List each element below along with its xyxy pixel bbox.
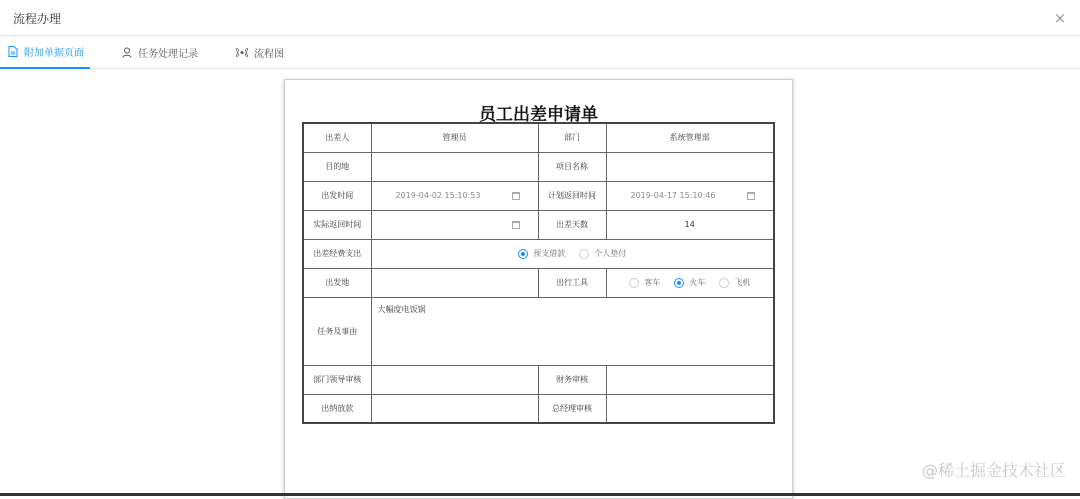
form-paper <box>284 79 793 499</box>
calendar-icon[interactable] <box>747 192 755 200</box>
finance-review-field[interactable] <box>606 365 774 394</box>
radio-label: 飞机 <box>734 278 751 287</box>
table-row <box>303 239 774 268</box>
cell-label: 总经理审核 <box>538 394 606 423</box>
cell-label: 实际返回时间 <box>303 210 371 239</box>
calendar-icon[interactable] <box>512 192 520 200</box>
calendar-icon[interactable] <box>512 221 520 229</box>
expense-radio-group <box>371 239 774 268</box>
form-title: 员工出差申请单 <box>479 105 598 125</box>
tab-label: 任务处理记录 <box>138 49 198 60</box>
radio-label: 预支借款 <box>533 249 566 258</box>
close-icon[interactable]: × <box>1053 9 1067 27</box>
table-row <box>303 365 774 394</box>
dialog-title: 流程办理 <box>13 12 62 26</box>
radio-train[interactable] <box>674 277 705 288</box>
tab-task-records[interactable] <box>122 36 198 69</box>
radio-advance-loan[interactable] <box>518 248 565 259</box>
radio-dot[interactable] <box>579 249 589 259</box>
radio-dot[interactable] <box>674 278 684 288</box>
tab-label: 流程图 <box>254 49 284 60</box>
table-row <box>303 123 774 152</box>
cell-label: 出纳放款 <box>303 394 371 423</box>
cell-label: 出行工具 <box>538 268 606 297</box>
date-value: 2019-04-17 15:10:46 <box>630 191 716 200</box>
radio-dot[interactable] <box>518 249 528 259</box>
cell-label: 出差天数 <box>538 210 606 239</box>
date-value: 2019-04-02 15:10:53 <box>395 191 481 200</box>
table-row <box>303 181 774 210</box>
task-reason-textarea[interactable]: 大幅度电饭锅 <box>371 297 774 365</box>
radio-self-paid[interactable] <box>579 248 626 259</box>
cell-label: 目的地 <box>303 152 371 181</box>
radio-label: 客车 <box>644 278 661 287</box>
cell-label: 财务审核 <box>538 365 606 394</box>
cell-label: 部门 <box>538 123 606 152</box>
travel-request-table <box>302 122 775 424</box>
table-row <box>303 210 774 239</box>
trip-days-value: 14 <box>606 210 774 239</box>
cell-label: 出差经费支出 <box>303 239 371 268</box>
destination-field[interactable] <box>371 152 538 181</box>
cell-label: 项目名称 <box>538 152 606 181</box>
cell-label: 任务及事由 <box>303 297 371 365</box>
tab-attached-form[interactable] <box>0 36 90 69</box>
cell-label: 出差人 <box>303 123 371 152</box>
cell-label: 出发时间 <box>303 181 371 210</box>
radio-dot[interactable] <box>719 278 729 288</box>
cell-label: 出发地 <box>303 268 371 297</box>
origin-field[interactable] <box>371 268 538 297</box>
radio-label: 火车 <box>689 278 706 287</box>
tab-label: 附加单据页面 <box>24 48 84 59</box>
project-name-field[interactable] <box>606 152 774 181</box>
tab-flowchart[interactable] <box>236 36 284 69</box>
departure-time-field[interactable] <box>371 181 538 210</box>
cashier-field[interactable] <box>371 394 538 423</box>
flow-icon <box>236 47 248 58</box>
watermark: @稀土掘金技术社区 <box>921 461 1066 480</box>
radio-label: 个人垫付 <box>594 249 627 258</box>
table-row <box>303 297 774 365</box>
department-value: 系统管理部 <box>606 123 774 152</box>
table-row <box>303 152 774 181</box>
radio-plane[interactable] <box>719 277 750 288</box>
transport-radio-group <box>606 268 774 297</box>
table-row <box>303 394 774 423</box>
cell-label: 计划返回时间 <box>538 181 606 210</box>
gm-review-field[interactable] <box>606 394 774 423</box>
dept-leader-review-field[interactable] <box>371 365 538 394</box>
cell-label: 部门领导审核 <box>303 365 371 394</box>
planned-return-field[interactable] <box>606 181 774 210</box>
radio-bus[interactable] <box>629 277 660 288</box>
actual-return-field[interactable] <box>371 210 538 239</box>
traveler-value: 管理员 <box>371 123 538 152</box>
radio-dot[interactable] <box>629 278 639 288</box>
user-icon <box>122 47 132 58</box>
table-row <box>303 268 774 297</box>
dialog-header <box>0 0 1080 36</box>
tab-bar <box>0 36 1080 69</box>
document-icon <box>8 46 18 57</box>
